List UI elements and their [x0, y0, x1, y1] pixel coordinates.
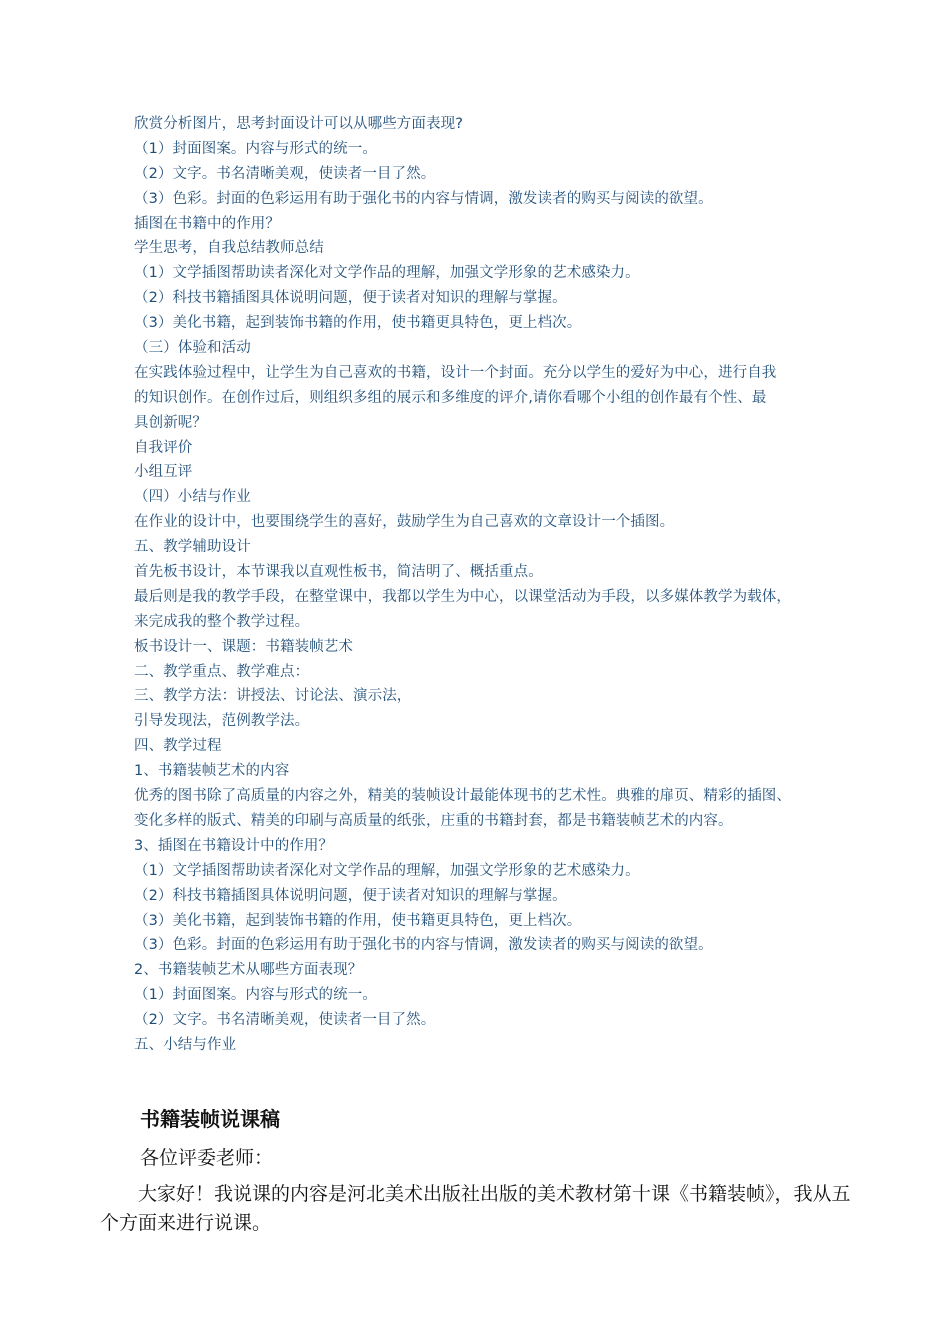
notes-line: （1）封面图案。内容与形式的统一。 — [134, 140, 377, 157]
notes-line: （三）体验和活动 — [134, 340, 251, 357]
notes-line: 具创新呢？ — [134, 414, 207, 431]
notes-line: 的知识创作。在创作过后，则组织多组的展示和多维度的评介,请你看哪个小组的创作最有个性、最 — [134, 389, 767, 406]
notes-line: （3）色彩。封面的色彩运用有助于强化书的内容与情调，激发读者的购买与阅读的欲望。 — [134, 937, 713, 954]
notes-line: （2）科技书籍插图具体说明问题，便于读者对知识的理解与掌握。 — [134, 887, 567, 904]
notes-line: （2）文字。书名清晰美观，使读者一目了然。 — [134, 165, 436, 182]
notes-line: 插图在书籍中的作用？ — [134, 215, 280, 232]
notes-line: 板书设计一、课题：书籍装帧艺术 — [134, 638, 353, 655]
notes-line: 最后则是我的教学手段，在整堂课中，我都以学生为中心，以课堂活动为手段，以多媒体教学为载体， — [134, 588, 791, 605]
notes-line: （2）科技书籍插图具体说明问题，便于读者对知识的理解与掌握。 — [134, 290, 567, 307]
notes-line: 四、教学过程 — [134, 738, 222, 755]
notes-line: 变化多样的版式、精美的印刷与高质量的纸张，庄重的书籍封套，都是书籍装帧艺术的内容。 — [134, 812, 733, 829]
notes-line: （2）文字。书名清晰美观，使读者一目了然。 — [134, 1012, 436, 1029]
notes-line: （1）文学插图帮助读者深化对文学作品的理解，加强文学形象的艺术感染力。 — [134, 265, 640, 282]
notes-line: 3、插图在书籍设计中的作用？ — [134, 837, 334, 854]
notes-line: 二、教学重点、教学难点： — [134, 663, 310, 680]
notes-line: （3）美化书籍，起到装饰书籍的作用，使书籍更具特色，更上档次。 — [134, 912, 582, 929]
lesson-notes — [134, 112, 874, 1058]
speech-salutation: 各位评委老师： — [140, 1147, 274, 1169]
speech-section — [100, 1102, 860, 1238]
notes-line: 在作业的设计中，也要围绕学生的喜好，鼓励学生为自己喜欢的文章设计一个插图。 — [134, 514, 675, 531]
notes-line: （1）文学插图帮助读者深化对文学作品的理解，加强文学形象的艺术感染力。 — [134, 862, 640, 879]
notes-line: 首先板书设计，本节课我以直观性板书，简洁明了、概括重点。 — [134, 564, 543, 581]
notes-line: （3）色彩。封面的色彩运用有助于强化书的内容与情调，激发读者的购买与阅读的欲望。 — [134, 190, 713, 207]
notes-line: 1、书籍装帧艺术的内容 — [134, 763, 290, 780]
notes-line: 来完成我的整个教学过程。 — [134, 613, 310, 630]
notes-line: 小组互评 — [134, 464, 193, 481]
speech-intro: 大家好！我说课的内容是河北美术出版社出版的美术教材第十课《书籍装帧》，我从五个方面来进行说课。 — [100, 1183, 851, 1234]
notes-line: （四）小结与作业 — [134, 489, 251, 506]
notes-line: （1）封面图案。内容与形式的统一。 — [134, 987, 377, 1004]
notes-line: 学生思考，自我总结教师总结 — [134, 240, 324, 257]
notes-line: 在实践体验过程中，让学生为自己喜欢的书籍，设计一个封面。充分以学生的爱好为中心，进行自我 — [134, 364, 777, 381]
notes-line: 三、教学方法：讲授法、讨论法、演示法， — [134, 688, 412, 705]
notes-line: （3）美化书籍，起到装饰书籍的作用，使书籍更具特色，更上档次。 — [134, 315, 582, 332]
speech-title: 书籍装帧说课稿 — [140, 1107, 280, 1131]
notes-line: 自我评价 — [134, 439, 193, 456]
notes-line: 欣赏分析图片，思考封面设计可以从哪些方面表现? — [134, 116, 463, 132]
notes-line: 2、书籍装帧艺术从哪些方面表现？ — [134, 962, 363, 979]
notes-line: 五、小结与作业 — [134, 1036, 237, 1053]
notes-line: 优秀的图书除了高质量的内容之外，精美的装帧设计最能体现书的艺术性。典雅的扉页、精彩的插图、 — [134, 788, 791, 805]
notes-line: 五、教学辅助设计 — [134, 539, 251, 556]
notes-line: 引导发现法，范例教学法。 — [134, 713, 310, 730]
